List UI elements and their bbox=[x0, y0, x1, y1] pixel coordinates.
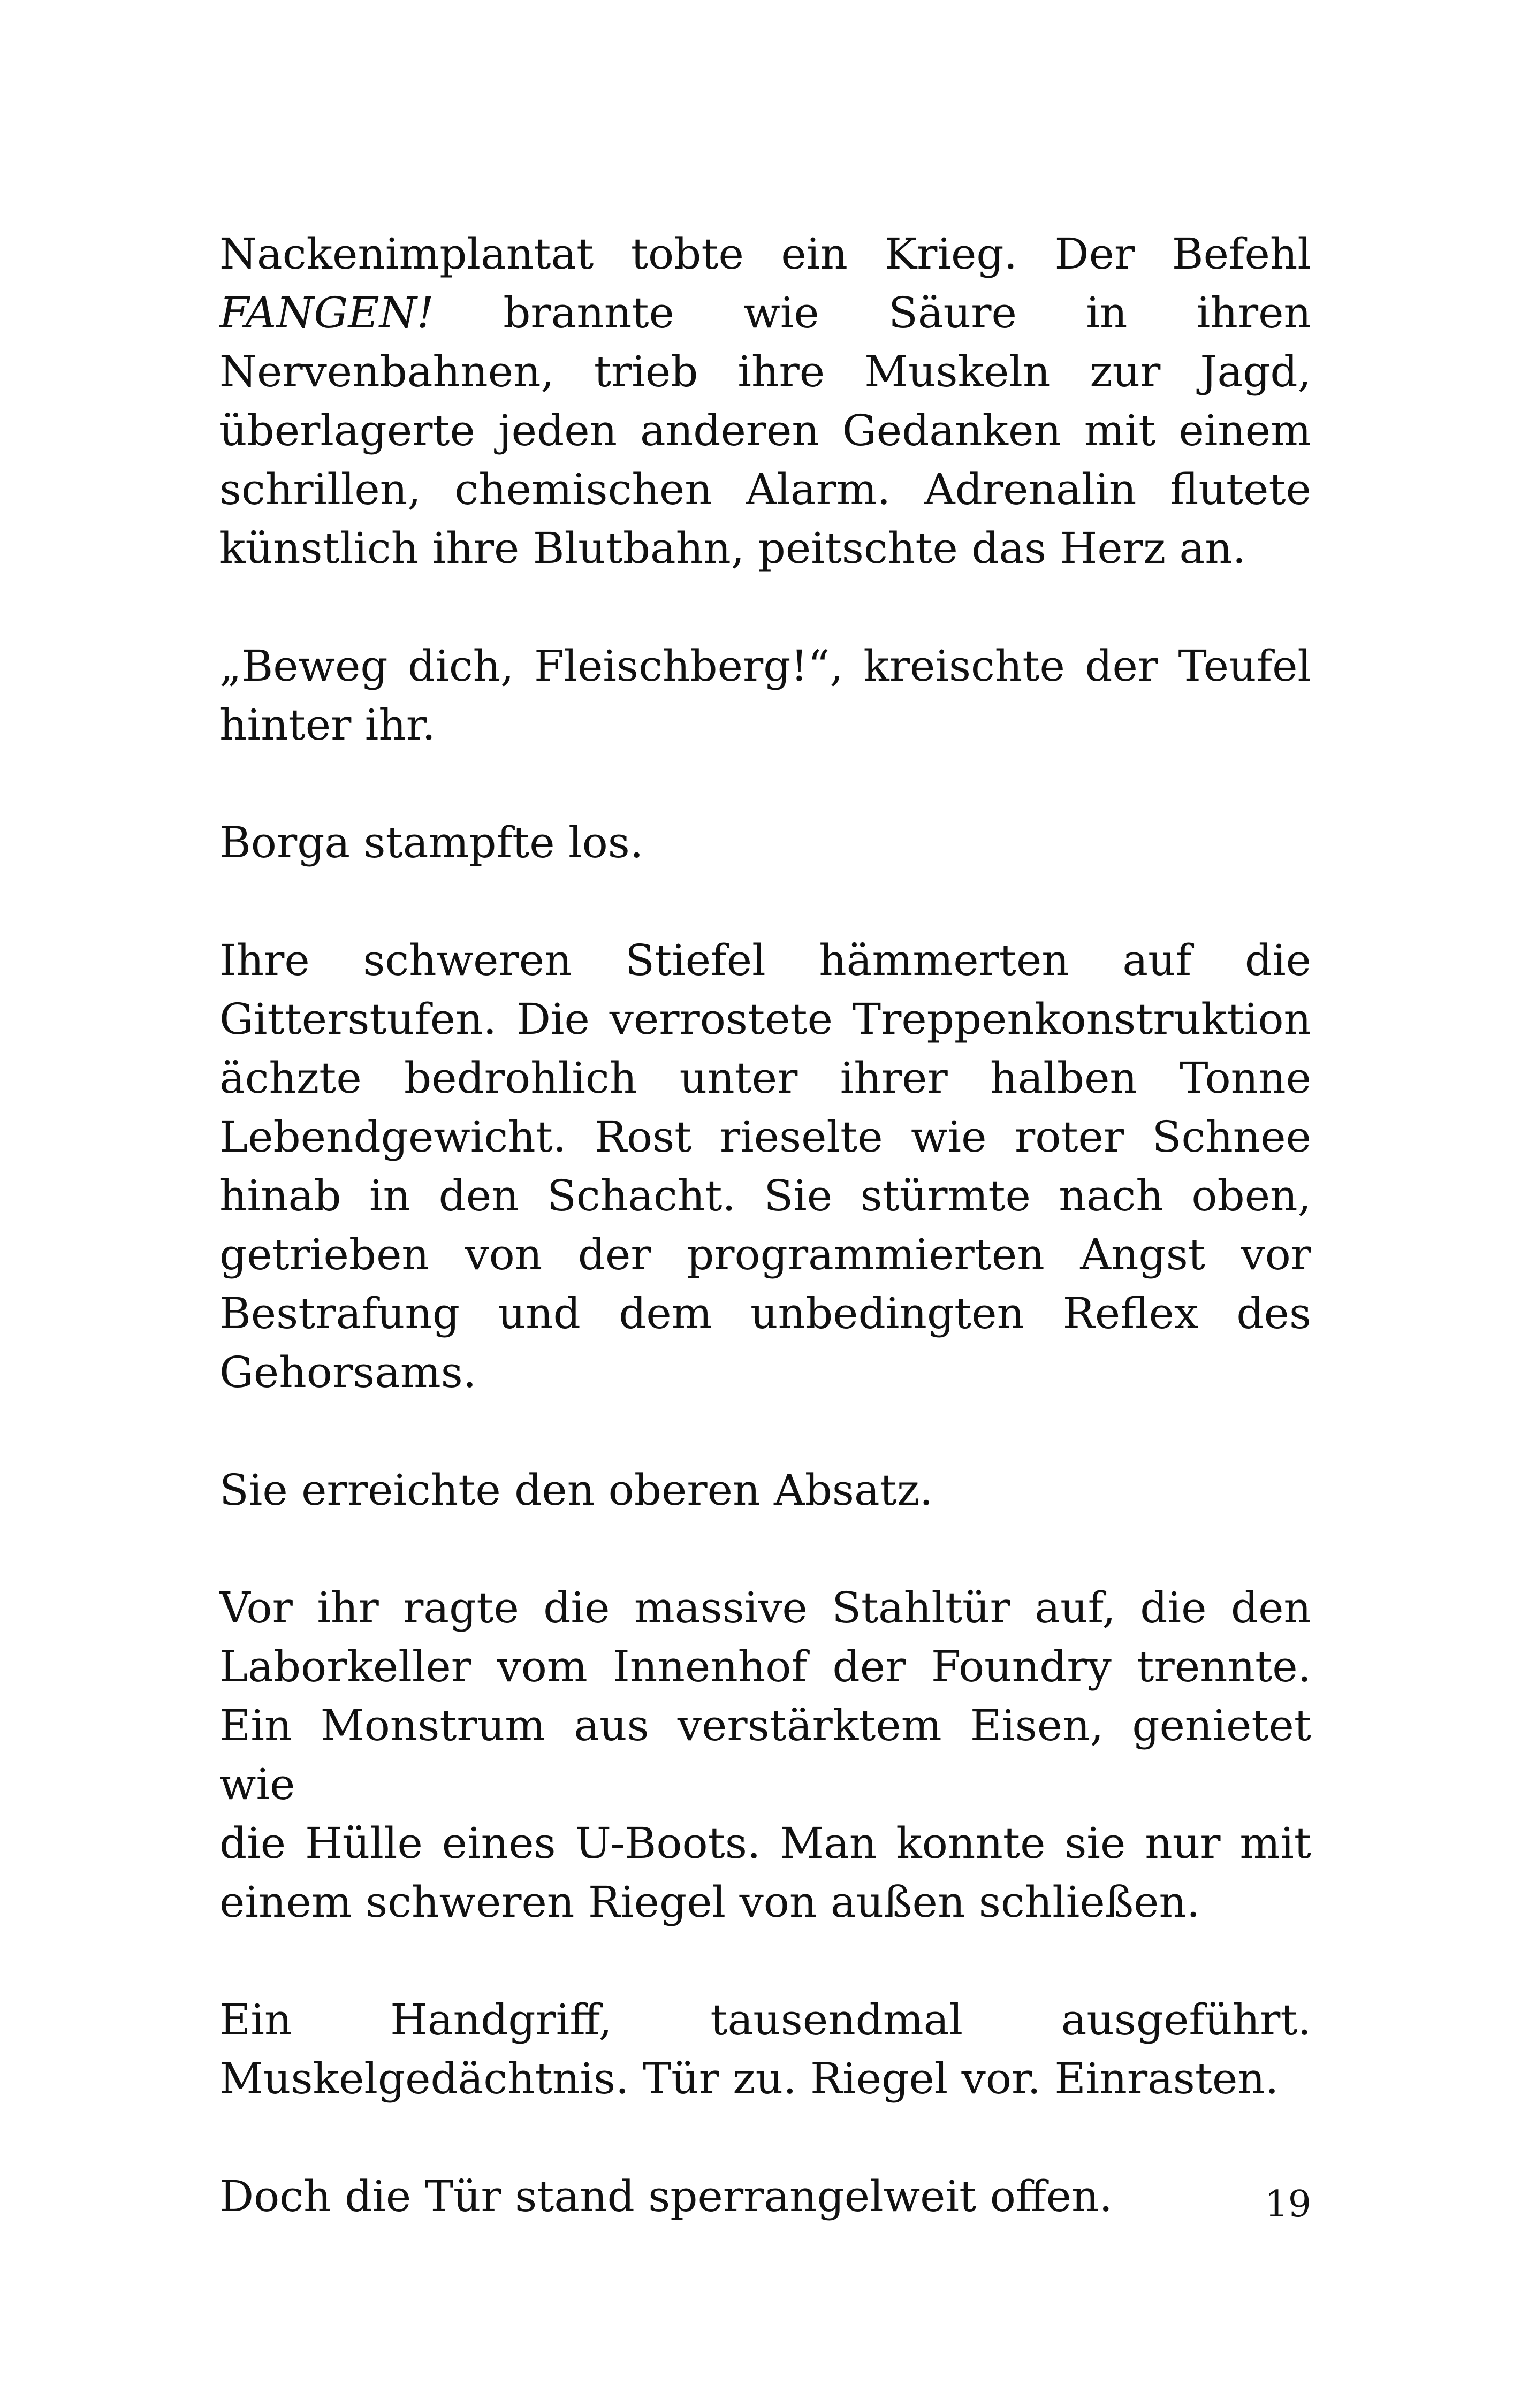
text-line: hinab in den Schacht. Sie stürmte nach oben, bbox=[219, 1171, 1311, 1221]
text-line: Nackenimplantat tobte ein Krieg. Der Befehl bbox=[219, 229, 1311, 279]
text-line: überlagerte jeden anderen Gedanken mit einem bbox=[219, 406, 1311, 455]
text-line: schrillen, chemischen Alarm. Adrenalin flutete bbox=[219, 464, 1311, 514]
paragraph-7 bbox=[219, 1991, 1311, 2108]
paragraph-4 bbox=[219, 931, 1311, 1402]
text-line: Gitterstufen. Die verrostete Treppenkonstruktion bbox=[219, 994, 1311, 1044]
text-line: Vor ihr ragte die massive Stahltür auf, die den bbox=[219, 1583, 1311, 1633]
paragraph-8 bbox=[219, 2167, 1311, 2226]
text-line: Laborkeller vom Innenhof der Foundry trennte. bbox=[219, 1642, 1311, 1691]
page-number: 19 bbox=[1265, 2183, 1311, 2226]
paragraph-5 bbox=[219, 1461, 1311, 1520]
text-line: künstlich ihre Blutbahn, peitschte das Herz an. bbox=[219, 523, 1246, 573]
text-line: ächzte bedrohlich unter ihrer halben Tonne bbox=[219, 1053, 1311, 1103]
text-line: Gehorsams. bbox=[219, 1347, 477, 1397]
text-line: hinter ihr. bbox=[219, 700, 436, 750]
text-line: Ihre schweren Stiefel hämmerten auf die bbox=[219, 935, 1311, 985]
text-line: getrieben von der programmierten Angst vor bbox=[219, 1230, 1311, 1279]
text-line: Lebendgewicht. Rost rieselte wie roter Schnee bbox=[219, 1112, 1311, 1162]
paragraph-1 bbox=[219, 225, 1311, 578]
paragraph-2 bbox=[219, 637, 1311, 755]
text-line: Doch die Tür stand sperrangelweit offen. bbox=[219, 2171, 1113, 2221]
text-line: Borga stampfte los. bbox=[219, 818, 644, 867]
text-line: „Beweg dich, Fleischberg!“, kreischte der Teufel bbox=[219, 641, 1311, 691]
text-line: Bestrafung und dem unbedingten Reflex des bbox=[219, 1289, 1311, 1338]
body-text bbox=[219, 225, 1311, 2226]
text-line: FANGEN! brannte wie Säure in ihren bbox=[219, 288, 1311, 338]
paragraph-3 bbox=[219, 813, 1311, 872]
emphasis-text: FANGEN! bbox=[219, 288, 434, 338]
text-line: Nervenbahnen, trieb ihre Muskeln zur Jagd, bbox=[219, 347, 1311, 397]
text-line: Ein Monstrum aus verstärktem Eisen, genietet wie bbox=[219, 1701, 1311, 1809]
text-line: einem schweren Riegel von außen schließen. bbox=[219, 1877, 1200, 1927]
paragraph-6 bbox=[219, 1579, 1311, 1932]
text-line: die Hülle eines U-Boots. Man konnte sie nur mit bbox=[219, 1818, 1311, 1868]
text-line: Muskelgedächtnis. Tür zu. Riegel vor. Einrasten. bbox=[219, 2054, 1279, 2104]
text-line: Ein Handgriff, tausendmal ausgeführt. bbox=[219, 1995, 1311, 2045]
text-line: Sie erreichte den oberen Absatz. bbox=[219, 1465, 933, 1515]
